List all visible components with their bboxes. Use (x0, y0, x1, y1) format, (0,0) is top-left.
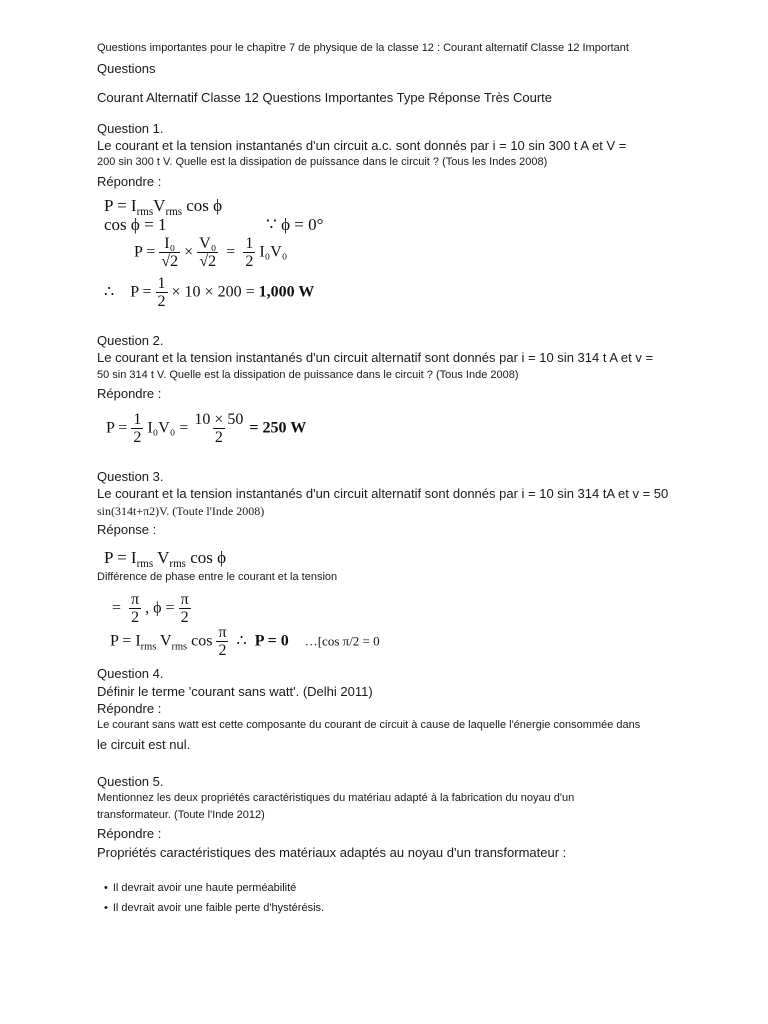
q1-eq2a: cos ϕ = 1 (104, 215, 167, 234)
q2-answer-label: Répondre : (97, 386, 162, 401)
q3-text-b: sin(314t+π2)V. (Toute l'Inde 2008) (97, 504, 265, 518)
q1-text-a: Le courant et la tension instantanés d'un circuit a.c. sont donnés par i = 10 sin 300 t A et V = (97, 138, 627, 153)
q1-title: Question 1. (97, 121, 164, 136)
header-line-1: Questions importantes pour le chapitre 7 de physique de la classe 12 : Courant alternatif Classe 12 Important (97, 42, 629, 54)
q3-text-a: Le courant et la tension instantanés d'un circuit alternatif sont donnés par i = 10 sin 314 tA et v = 50 (97, 486, 669, 501)
q3-phase-text: Différence de phase entre le courant et la tension (97, 571, 338, 583)
q4-answer-label: Répondre : (97, 701, 162, 716)
subtitle: Courant Alternatif Classe 12 Questions Importantes Type Réponse Très Courte (97, 90, 552, 105)
q3-eq1: $P = I_{rms}$ $V_{rms}$ cos ϕ (104, 548, 227, 570)
q5-bullet-list (104, 878, 324, 918)
q4-answer-a: Le courant sans watt est cette composante du courant de circuit à cause de laquelle l'énergie consommée dans (97, 719, 641, 731)
q5-answer-intro: Propriétés caractéristiques des matériaux adaptés au noyau d'un transformateur : (97, 845, 567, 860)
q2-text-a: Le courant et la tension instantanés d'un circuit alternatif sont donnés par i = 10 sin 314 t A et v = (97, 350, 654, 365)
q3-eq2: = $\frac{\pi}{2}$ , ϕ = $\frac{\pi}{2}$ (112, 591, 189, 626)
q1-text-b: 200 sin 300 t V. Quelle est la dissipation de puissance dans le circuit ? (Tous les Indes 2008) (97, 156, 548, 168)
q5-text-a: Mentionnez les deux propriétés caractéristiques du matériau adapté à la fabrication du noyau d'un (97, 792, 575, 804)
q1-eq1: $P = I_{rms}V_{rms}$ cos ϕ (104, 196, 223, 218)
q2-text-b: 50 sin 314 t V. Quelle est la dissipation de puissance dans le circuit ? (Tous Inde 2008) (97, 369, 519, 381)
q1-eq4: ∴ P = $\frac{1}{2}$ × 10 × 200 = 1,000 W (104, 275, 315, 310)
header-line-2: Questions (97, 61, 156, 76)
q1-answer-label: Répondre : (97, 174, 162, 189)
q3-answer-label: Réponse : (97, 522, 157, 537)
q4-answer-b: le circuit est nul. (97, 737, 191, 752)
list-item: • Il devrait avoir une haute perméabilité (104, 878, 324, 898)
list-item: • Il devrait avoir une faible perte d'hystérésis. (104, 898, 324, 918)
q3-title: Question 3. (97, 469, 164, 484)
q1-eq2b: ∵ ϕ = 0° (266, 215, 324, 234)
q4-text: Définir le terme 'courant sans watt'. (Delhi 2011) (97, 684, 373, 699)
q5-answer-label: Répondre : (97, 826, 162, 841)
q3-eq3: $P = I_{rms}$ $V_{rms}$ cos $\frac{\pi}{2}$ ∴ P = 0 …[cos π/2 = 0 (110, 624, 380, 659)
q1-eq3: P = $\frac{\text{I₀}}{√2}$ × $\frac{\text{V₀}}{√2}$ = $\frac{1}{2}$ I₀V₀ (134, 235, 288, 270)
q2-title: Question 2. (97, 333, 164, 348)
q2-eq: P = $\frac{1}{2}$ I₀V₀ = $\frac{10 \times 50}{2}$ = 250 W (106, 411, 307, 446)
q4-title: Question 4. (97, 666, 164, 681)
q5-text-b: transformateur. (Toute l'Inde 2012) (97, 809, 265, 821)
q5-title: Question 5. (97, 774, 164, 789)
